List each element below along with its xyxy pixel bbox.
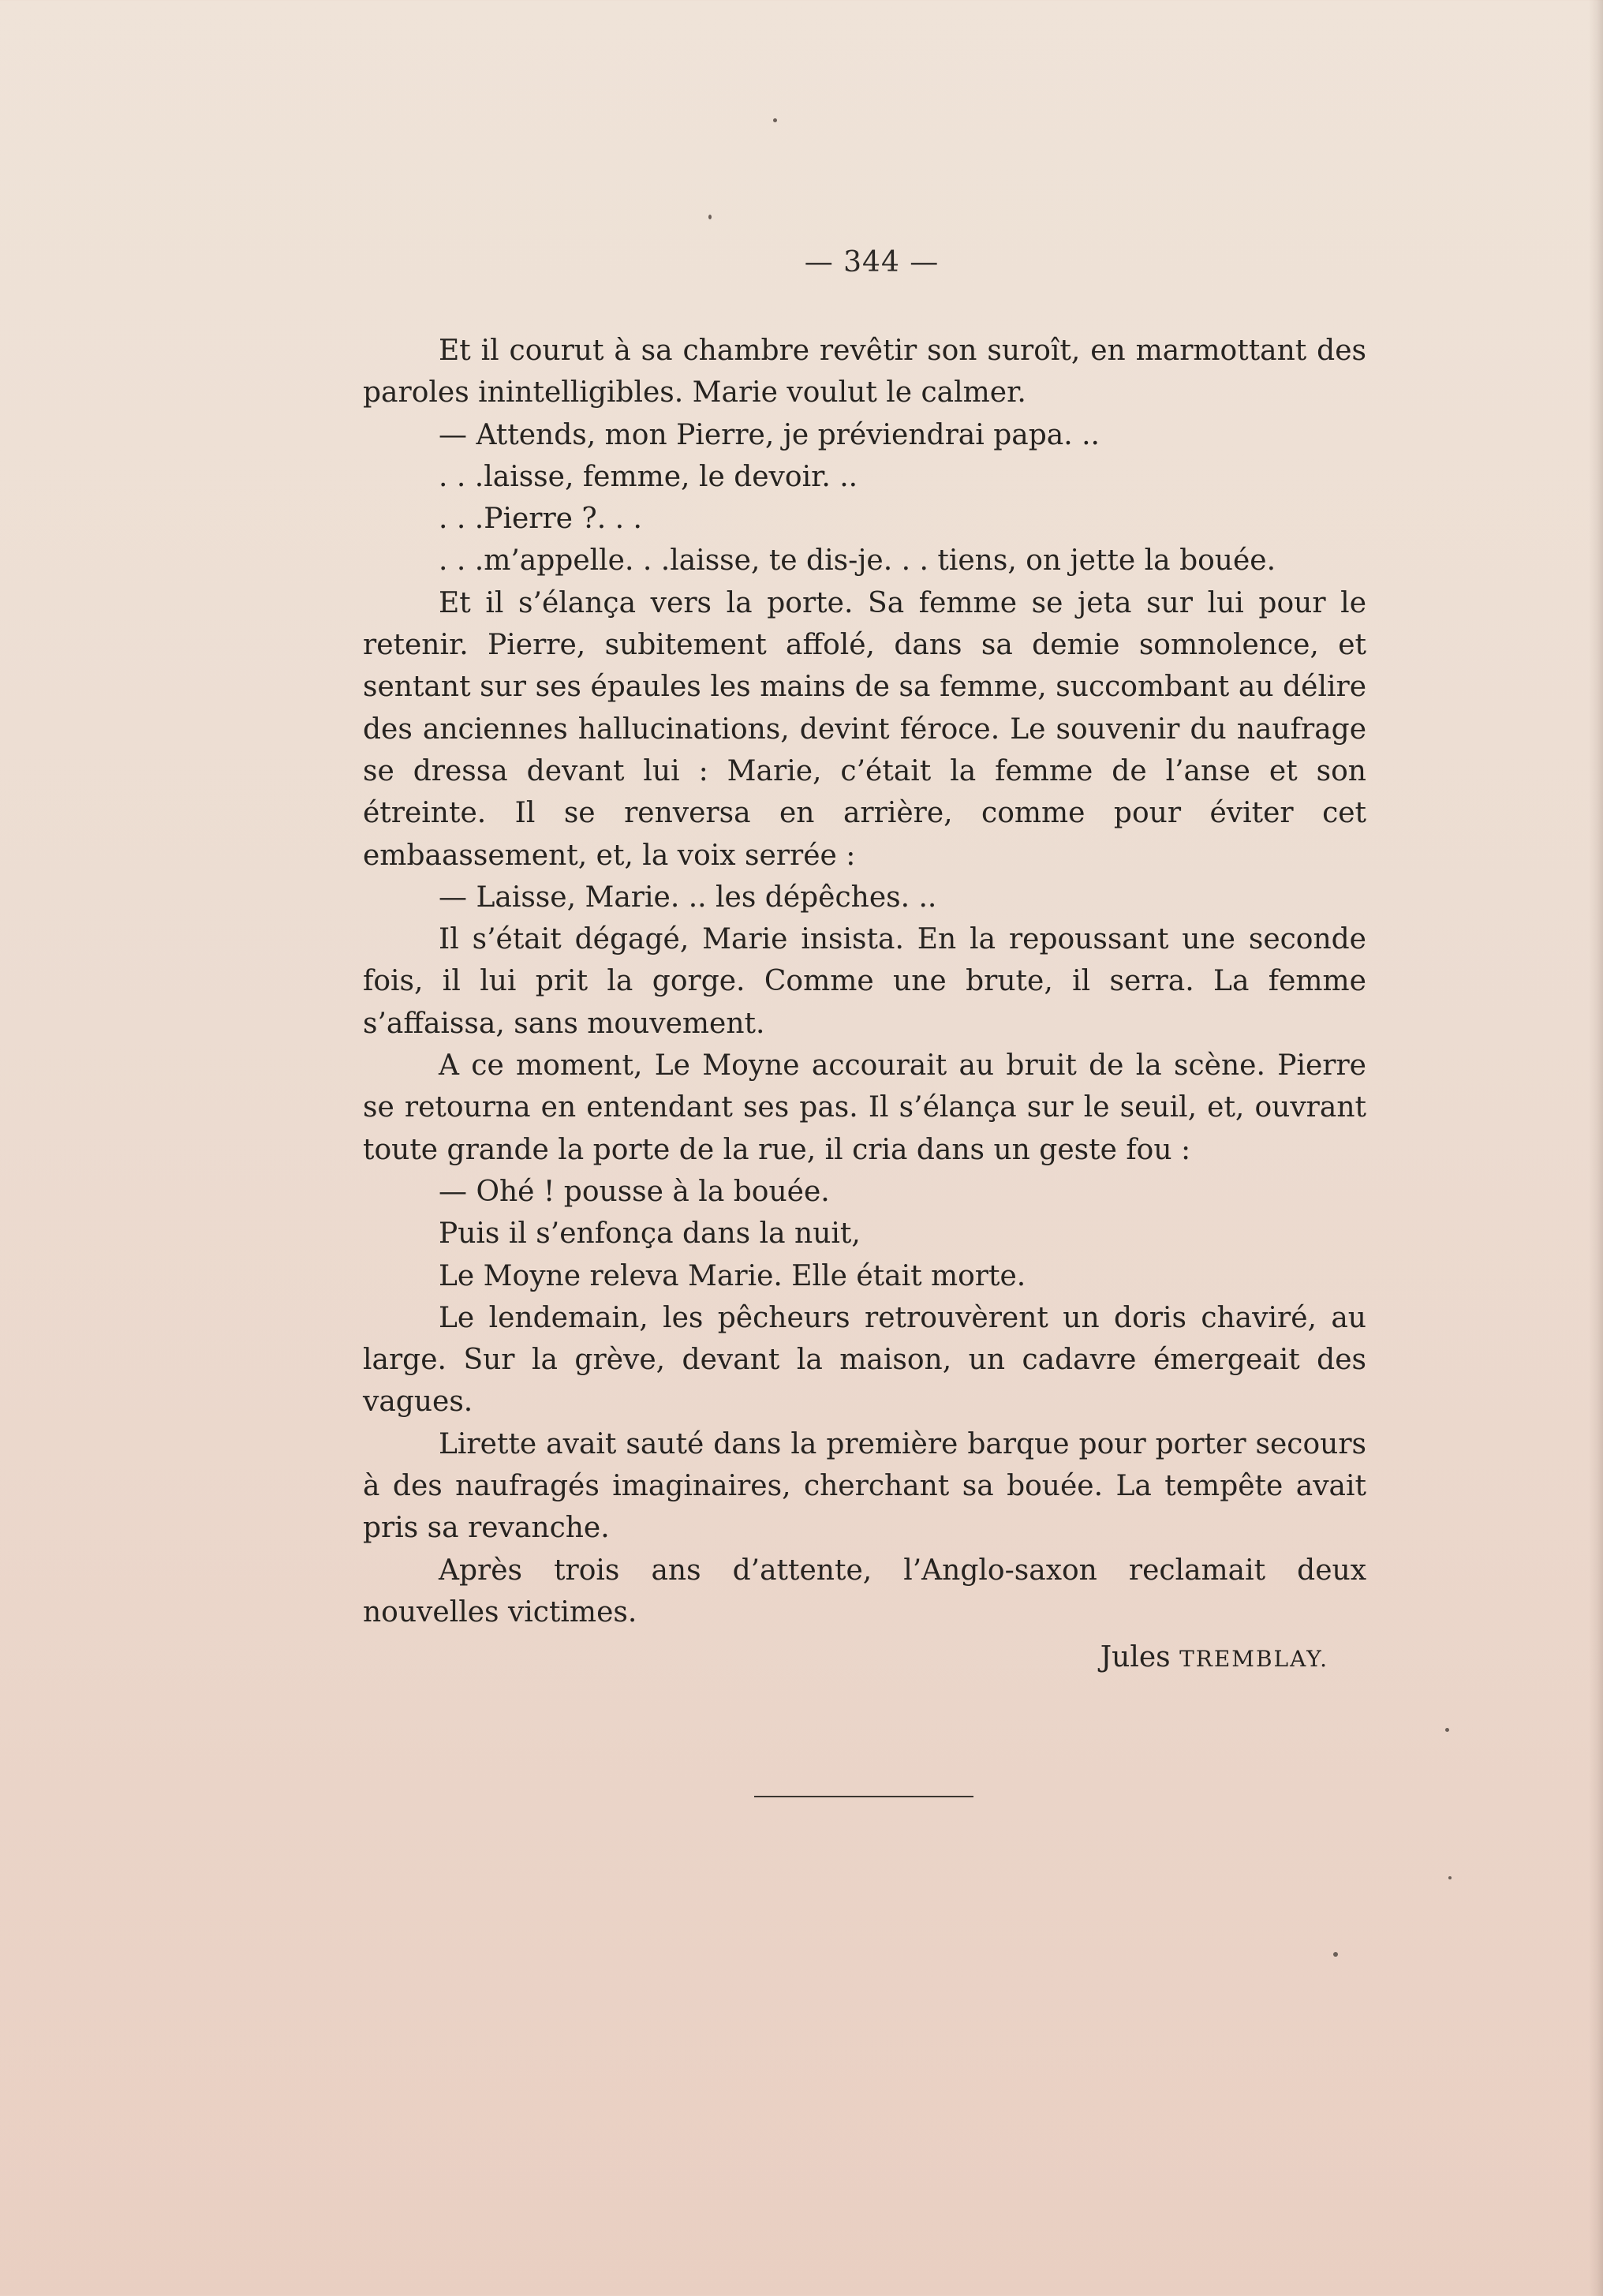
author-last-name: TREMBLAY. xyxy=(1179,1646,1328,1673)
page-number: — 344 — xyxy=(804,246,940,279)
dialogue-line: . . .m’appelle. . .laisse, te dis-je. . . tiens, on jette la bouée. xyxy=(439,544,1276,578)
page-edge-shadow xyxy=(1589,0,1603,2296)
paragraph: Puis il s’enfonça dans la nuit, xyxy=(439,1217,861,1251)
paragraph: Après trois ans d’attente, l’Anglo-saxon reclamait deux nouvelles victimes. xyxy=(363,1554,1366,1629)
paragraph: Le Moyne releva Marie. Elle était morte. xyxy=(439,1259,1026,1292)
dialogue-line: — Attends, mon Pierre, je préviendrai papa. .. xyxy=(439,418,1100,451)
paper-speck xyxy=(1333,1952,1338,1957)
paragraph: A ce moment, Le Moyne accourait au bruit de la scène. Pierre se retourna en entendant ses pas. Il s’élança sur le seuil, et, ouvrant toute grande la porte de la rue, il cria dans un geste fou : xyxy=(363,1049,1366,1166)
paper-speck xyxy=(1448,1876,1452,1879)
paper-speck xyxy=(773,118,777,122)
paragraph: Lirette avait sauté dans la première barque pour porter secours à des naufragés imaginaires, cherchant sa bouée. La tempête avait pris sa revanche. xyxy=(363,1427,1366,1545)
paper-speck xyxy=(708,215,712,219)
dialogue-line: — Laisse, Marie. .. les dépêches. .. xyxy=(439,881,937,914)
paragraph: Le lendemain, les pêcheurs retrouvèrent un doris chaviré, au large. Sur la grève, devant la maison, un cadavre émergeait des vagues. xyxy=(363,1301,1366,1419)
author-first-name: Jules xyxy=(1100,1641,1171,1674)
dialogue-line: . . .laisse, femme, le devoir. .. xyxy=(439,460,858,493)
article-body xyxy=(363,330,1366,1681)
paragraph: Et il courut à sa chambre revêtir son suroît, en marmottant des paroles inintelligibles. Marie voulut le calmer. xyxy=(363,335,1366,409)
end-of-article-rule xyxy=(754,1796,973,1797)
dialogue-line: — Ohé ! pousse à la bouée. xyxy=(439,1175,830,1208)
paper-speck xyxy=(1445,1728,1449,1732)
author-signature xyxy=(363,1636,1366,1680)
paragraph: Et il s’élança vers la porte. Sa femme se jeta sur lui pour le retenir. Pierre, subitement affolé, dans sa demie somnolence, et sentant sur ses épaules les mains de sa femme, succombant au délire des anciennes hallucinations, devint féroce. Le souvenir du naufrage se dressa devant lui : Marie, c’était la femme de l’anse et son étreinte. Il se renversa en arrière, comme pour éviter cet embaassement, et, la voix serrée : xyxy=(363,586,1366,872)
paragraph: Il s’était dégagé, Marie insista. En la repoussant une seconde fois, il lui prit la gorge. Comme une brute, il serra. La femme s’affaissa, sans mouvement. xyxy=(363,923,1366,1040)
dialogue-line: . . .Pierre ?. . . xyxy=(439,503,642,536)
